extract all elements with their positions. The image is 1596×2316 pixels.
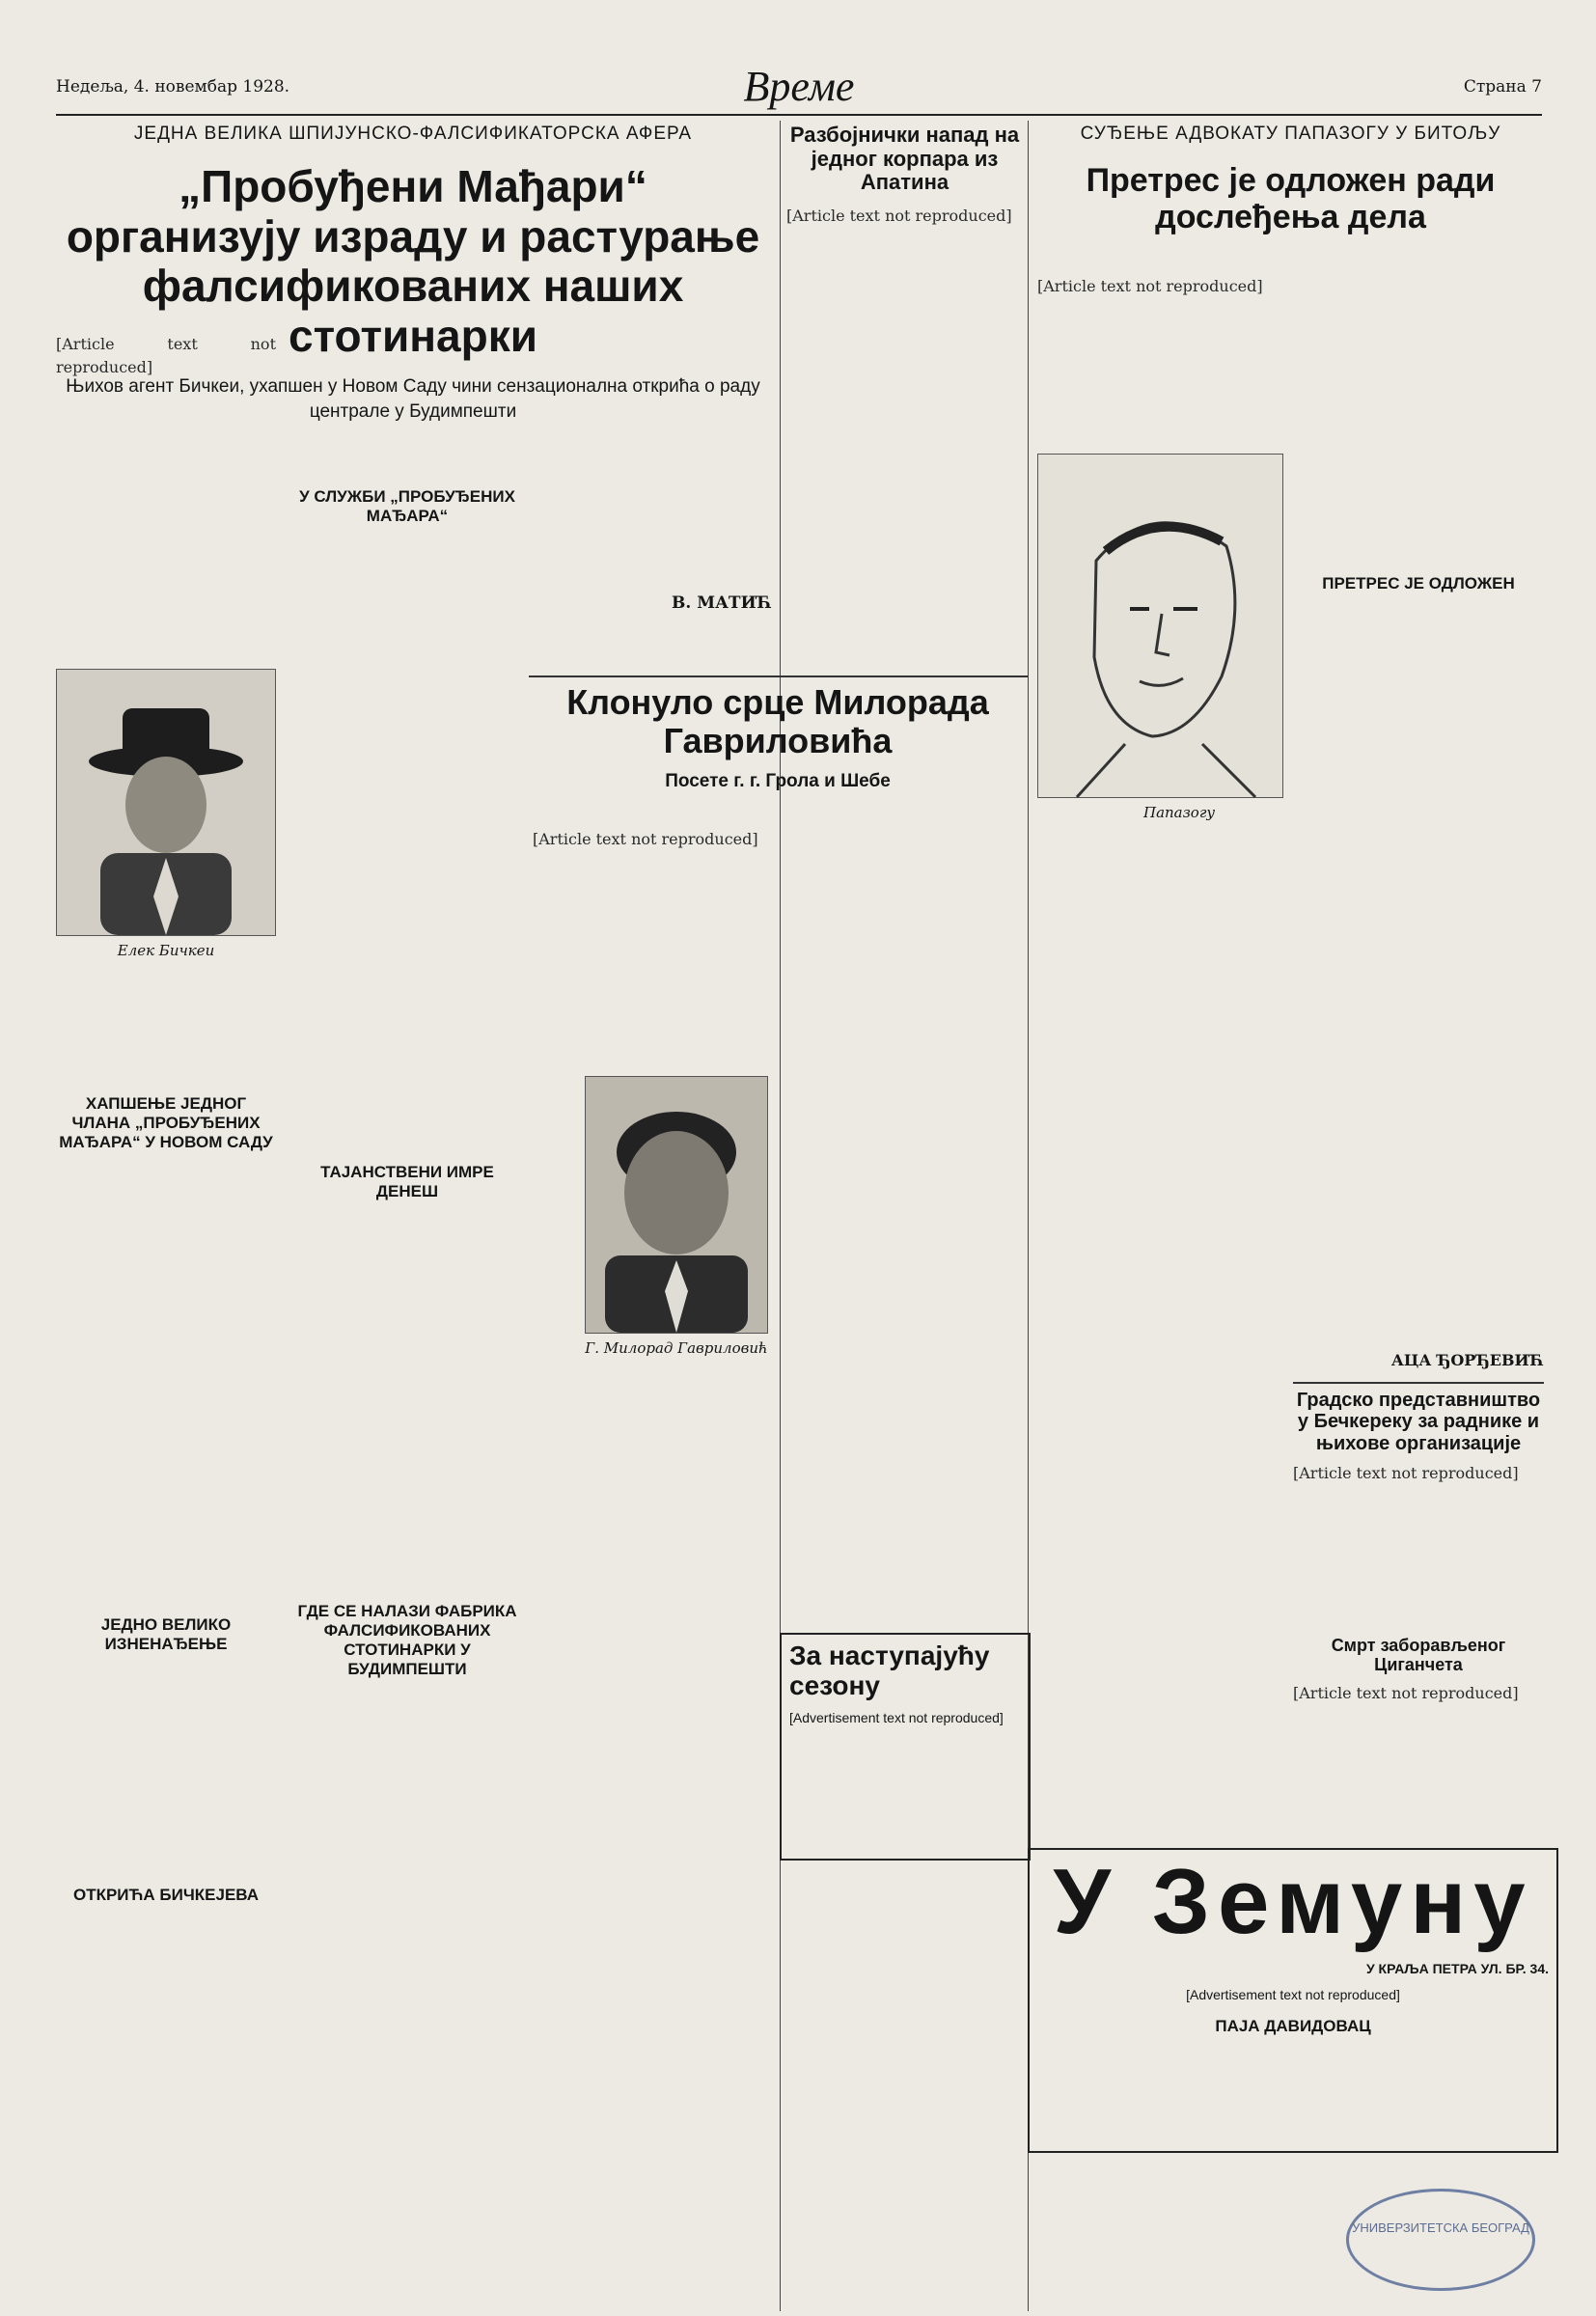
subhead-arrest: ХАПШЕЊЕ ЈЕДНОГ ЧЛАНА „ПРОБУЂЕНИХ МАЂАРА“ У НОВОМ САДУ: [59, 1094, 273, 1151]
zemun-ad-headline: У Земуну: [1053, 1850, 1533, 1953]
subhead-surprise: ЈЕДНО ВЕЛИКО ИЗНЕНАЂЕЊЕ: [100, 1615, 232, 1653]
section-rule: [1293, 1382, 1544, 1384]
attack-article: [786, 124, 1023, 674]
forgery-column-1: [56, 333, 276, 2302]
zemun-ad-body-note: [Advertisement text not reproduced]: [1186, 1986, 1400, 2002]
workers-body-note: [Article text not reproduced]: [1293, 1464, 1519, 1483]
bickei-portrait: [56, 669, 276, 936]
forgery-body-note: [Article text not reproduced]: [56, 335, 276, 376]
death-article: [1293, 1636, 1544, 1843]
gavrilovic-portrait: [585, 1076, 768, 1334]
subhead-service: У СЛУЖБИ „ПРОБУЂЕНИХ МАЂАРА“: [299, 487, 515, 525]
subhead-factory: ГДЕ СЕ НАЛАЗИ ФАБРИКА ФАЛСИФИКОВАНИХ СТОТИНАРКИ У БУДИМПЕШТИ: [297, 1602, 517, 1678]
stamp-text: УНИВЕРЗИТЕТСКА БЕОГРАД: [1352, 2220, 1529, 2235]
library-stamp: [1346, 2189, 1535, 2291]
gavrilovic-deck: Посете г. г. Грола и Шебе: [665, 770, 891, 791]
trial-signature-block: [1293, 1351, 1544, 1378]
section-rule: [529, 676, 1028, 677]
attack-headline: Разбојнички напад на једног корпара из Апатина: [789, 123, 1020, 195]
trial-subhead: ПРЕТРЕС ЈЕ ОДЛОЖЕН: [1322, 574, 1515, 593]
papazoglu-sketch-image: [1038, 455, 1282, 797]
masthead-rule: [56, 114, 1542, 116]
season-ad-headline: За наступајућу сезону: [789, 1640, 990, 1701]
zemun-ad: [1028, 1848, 1558, 2153]
trial-photo-block: [1037, 454, 1283, 830]
trial-kicker: СУЂЕЊЕ АДВОКАТУ ПАПАЗОГУ У БИТОЉУ: [1080, 124, 1501, 144]
workers-article: [1293, 1390, 1544, 1631]
season-ad-body-note: [Advertisement text not reproduced]: [789, 1709, 1004, 1725]
masthead: [56, 63, 1542, 110]
trial-column-2: [1293, 565, 1544, 931]
trial-signature: АЦА ЂОРЂЕВИЋ: [1390, 1351, 1544, 1369]
subhead-imre-denes: ТАЈАНСТВЕНИ ИМРЕ ДЕНЕШ: [320, 1163, 494, 1200]
forgery-signature: В. МАТИЋ: [672, 593, 772, 613]
forgery-column-3: [529, 333, 772, 651]
trial-headline: Претрес је одложен ради дослеђења дела: [1086, 162, 1496, 236]
subhead-discoveries: ОТКРИЋА БИЧКЕЈЕВА: [72, 1886, 259, 1904]
workers-headline: Градско представништво у Бечкереку за раднике и њихове организације: [1296, 1390, 1541, 1454]
gavrilovic-photo-image: [586, 1077, 767, 1333]
zemun-ad-address: У КРАЉА ПЕТРА УЛ. БР. 34.: [1365, 1961, 1549, 1976]
papazoglu-sketch: [1037, 454, 1283, 798]
zemun-ad-signature: ПАЈА ДАВИДОВАЦ: [1215, 2016, 1371, 2035]
gavrilovic-caption: Г. Милорад Гавриловић: [585, 1339, 768, 1357]
gavrilovic-photo-block: [585, 1076, 768, 1365]
gavrilovic-header: [533, 683, 1023, 818]
factory-subhead-block: [291, 1592, 523, 1708]
death-headline: Смрт заборављеног Циганчета: [1331, 1636, 1506, 1675]
issue-date: Недеља, 4. новембар 1928.: [56, 77, 290, 96]
bickei-caption: Елек Бичкеи: [117, 942, 215, 959]
page-number: Страна 7: [1463, 77, 1542, 96]
forgery-column-2: [291, 333, 523, 2302]
gavrilovic-headline: Клонуло срце Милорада Гавриловића: [566, 682, 989, 761]
forgery-kicker: ЈЕДНА ВЕЛИКА ШПИЈУНСКО-ФАЛСИФИКАТОРСКА АФЕРА: [133, 124, 693, 144]
man-in-hat-image: [57, 670, 275, 935]
newspaper-title: Време: [743, 63, 855, 110]
trial-header: [1037, 124, 1544, 268]
forgery-deck: Њихов агент Бичкеи, ухапшен у Новом Саду чини сензационална открића о раду централе у Будимпешти: [66, 376, 760, 422]
gavrilovic-body-note: [Article text not reproduced]: [533, 830, 758, 848]
forgery-headline: „Пробуђени Мађари“ организују израду и растурање фалсификованих наших стотинарки: [66, 161, 760, 361]
death-body-note: [Article text not reproduced]: [1293, 1684, 1519, 1703]
trial-body-note: [Article text not reproduced]: [1037, 277, 1263, 295]
papazoglu-caption: Папазогу: [1143, 804, 1216, 821]
attack-body-note: [Article text not reproduced]: [786, 206, 1012, 225]
season-ad: [780, 1633, 1031, 1861]
